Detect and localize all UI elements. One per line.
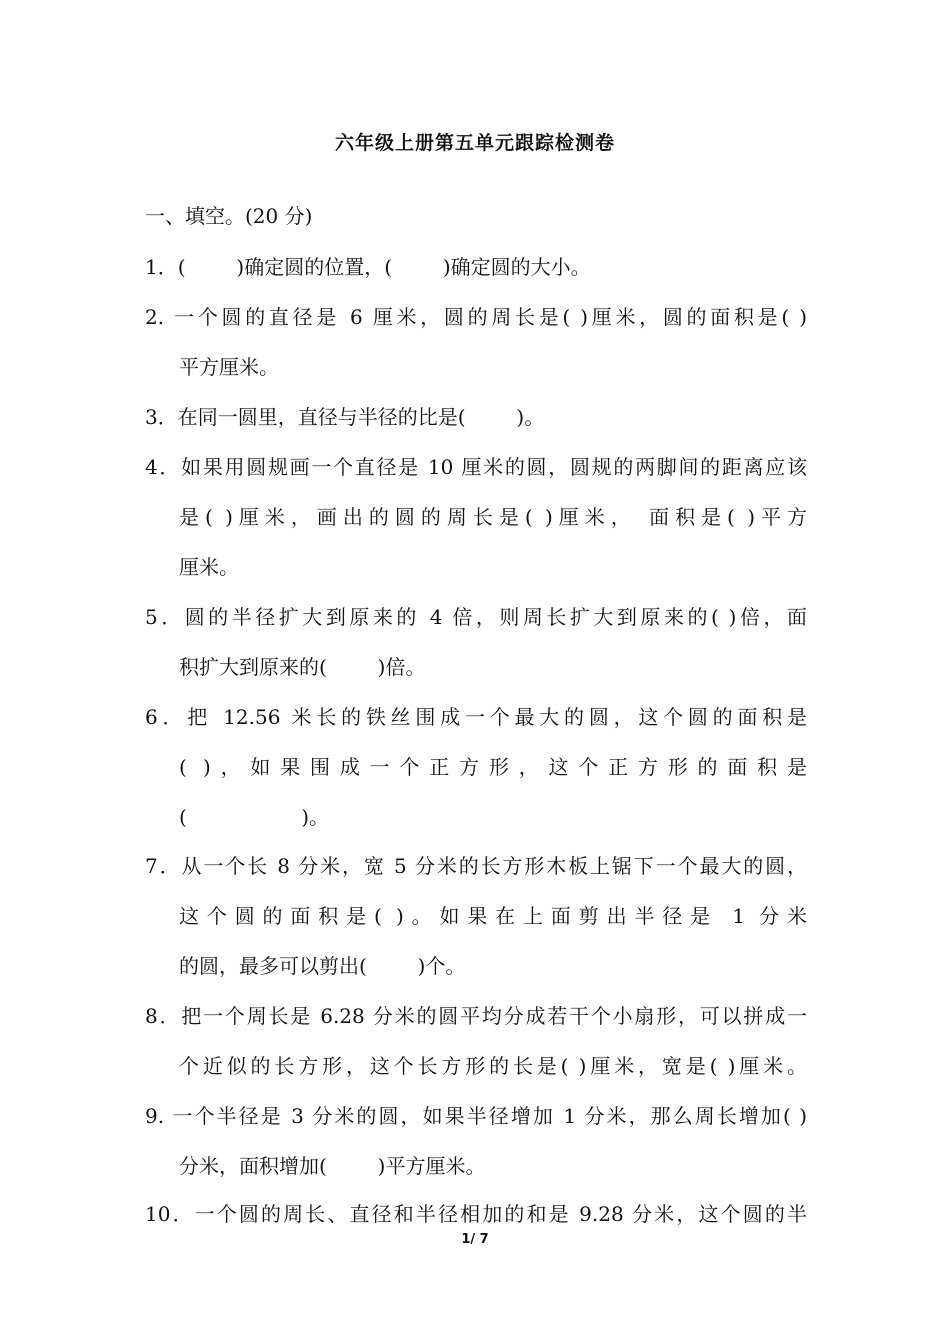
question-6-line-3: ( )。 bbox=[179, 805, 330, 829]
question-8-line-1: 8．把一个周长是 6.28 分米的圆平均分成若干个小扇形，可以拼成一 bbox=[145, 1004, 807, 1028]
question-9-line-1: 9. 一个半径是 3 分米的圆，如果半径增加 1 分米，那么周长增加( ) bbox=[145, 1104, 807, 1128]
question-5-line-1: 5．圆的半径扩大到原来的 4 倍，则周长扩大到原来的( )倍，面 bbox=[145, 605, 807, 629]
section-heading: 一、填空。(20 分) bbox=[145, 204, 313, 228]
question-1: 1．( )确定圆的位置，( )确定圆的大小。 bbox=[145, 255, 591, 279]
question-9-line-2: 分米，面积增加( )平方厘米。 bbox=[179, 1154, 486, 1178]
question-4-line-1: 4．如果用圆规画一个直径是 10 厘米的圆，圆规的两脚间的距离应该 bbox=[145, 455, 807, 479]
question-6-line-1: 6．把 12.56 米长的铁丝围成一个最大的圆，这个圆的面积是 bbox=[145, 705, 807, 729]
question-2-line-1: 2. 一个圆的直径是 6 厘米，圆的周长是( )厘米，圆的面积是( ) bbox=[145, 305, 807, 329]
question-10-line-1: 10．一个圆的周长、直径和半径相加的和是 9.28 分米，这个圆的半 bbox=[145, 1202, 807, 1226]
question-7-line-2: 这个圆的面积是( )。如果在上面剪出半径是 1 分米 bbox=[179, 904, 807, 928]
question-5-line-2: 积扩大到原来的( )倍。 bbox=[179, 655, 426, 679]
question-4-line-2: 是( )厘米，画出的圆的周长是( )厘米， 面积是( )平方 bbox=[179, 505, 807, 529]
question-8-line-2: 个近似的长方形，这个长方形的长是( )厘米，宽是( )厘米。 bbox=[179, 1054, 807, 1078]
question-4-line-3: 厘米。 bbox=[179, 555, 239, 579]
question-6-line-2: ( )，如果围成一个正方形，这个正方形的面积是 bbox=[179, 755, 807, 779]
question-2-line-2: 平方厘米。 bbox=[179, 355, 279, 379]
question-7-line-1: 7．从一个长 8 分米，宽 5 分米的长方形木板上锯下一个最大的圆， bbox=[145, 854, 807, 878]
question-3: 3．在同一圆里，直径与半径的比是( )。 bbox=[145, 405, 545, 429]
page-number: 1/ 7 bbox=[461, 1232, 489, 1247]
page-title: 六年级上册第五单元跟踪检测卷 bbox=[334, 132, 615, 154]
question-7-line-3: 的圆，最多可以剪出( )个。 bbox=[179, 954, 466, 978]
